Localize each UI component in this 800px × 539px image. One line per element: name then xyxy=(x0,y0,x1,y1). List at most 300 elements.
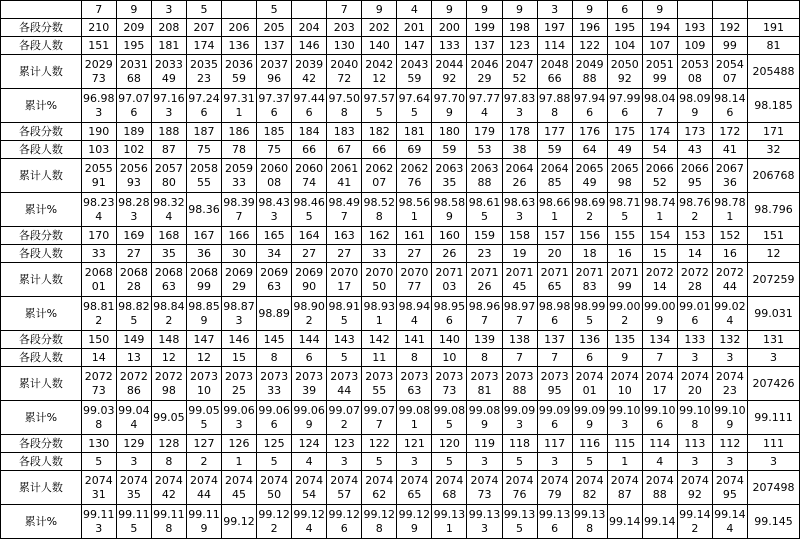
table-cell: 7 xyxy=(642,349,677,367)
table-cell: 3 xyxy=(747,349,799,367)
table-cell: 16 xyxy=(607,245,642,263)
table-cell: 156 xyxy=(572,227,607,245)
table-cell: 195 xyxy=(116,37,151,55)
table-cell: 98.902 xyxy=(292,297,327,331)
table-row xyxy=(1,123,800,141)
table-cell: 2 xyxy=(186,453,221,471)
table-cell: 99.133 xyxy=(467,505,502,539)
table-cell: 119 xyxy=(467,435,502,453)
table-cell: 203659 xyxy=(222,55,257,89)
table-cell: 166 xyxy=(222,227,257,245)
row-label: 各段人数 xyxy=(1,37,82,55)
table-cell: 207286 xyxy=(116,367,151,401)
table-cell: 64 xyxy=(572,141,607,159)
table-cell: 157 xyxy=(537,227,572,245)
table-row xyxy=(1,89,800,123)
table-cell: 33 xyxy=(81,245,116,263)
table-cell: 196 xyxy=(572,19,607,37)
table-cell: 99.055 xyxy=(186,401,221,435)
table-cell: 27 xyxy=(292,245,327,263)
table-cell: 99.14 xyxy=(607,505,642,539)
table-cell: 122 xyxy=(572,37,607,55)
table-cell: 98.986 xyxy=(537,297,572,331)
table-cell: 186 xyxy=(222,123,257,141)
table-cell: 207145 xyxy=(502,263,537,297)
row-label: 累计% xyxy=(1,505,82,539)
table-cell: 98.781 xyxy=(712,193,747,227)
table-cell: 59 xyxy=(432,141,467,159)
table-cell: 207339 xyxy=(292,367,327,401)
table-cell: 99 xyxy=(712,37,747,55)
table-cell: 97.575 xyxy=(362,89,397,123)
table-cell: 199 xyxy=(467,19,502,37)
table-cell: 98.692 xyxy=(572,193,607,227)
table-cell: 99.119 xyxy=(186,505,221,539)
table-cell: 205 xyxy=(257,19,292,37)
table-cell: 147 xyxy=(397,37,432,55)
table-cell: 99.016 xyxy=(677,297,712,331)
table-cell: 118 xyxy=(502,435,537,453)
table-cell: 15 xyxy=(642,245,677,263)
table-cell: 151 xyxy=(747,227,799,245)
table-cell: 158 xyxy=(502,227,537,245)
table-cell: 43 xyxy=(677,141,712,159)
table-row xyxy=(1,37,800,55)
table-cell: 130 xyxy=(327,37,362,55)
table-row xyxy=(1,401,800,435)
table-cell: 205199 xyxy=(642,55,677,89)
table-cell: 207298 xyxy=(151,367,186,401)
table-cell: 138 xyxy=(502,331,537,349)
table-cell: 135 xyxy=(607,331,642,349)
table-cell: 206426 xyxy=(502,159,537,193)
table-cell: 206801 xyxy=(81,263,116,297)
row-label: 累计人数 xyxy=(1,159,82,193)
table-cell: 170 xyxy=(81,227,116,245)
table-cell: 183 xyxy=(327,123,362,141)
table-cell: 98.397 xyxy=(222,193,257,227)
table-cell: 97.833 xyxy=(502,89,537,123)
table-cell: 207165 xyxy=(537,263,572,297)
table-cell: 99.113 xyxy=(81,505,116,539)
table-cell: 9 xyxy=(467,1,502,19)
table-cell: 117 xyxy=(537,435,572,453)
table-cell: 207273 xyxy=(81,367,116,401)
table-cell: 207228 xyxy=(677,263,712,297)
table-cell: 99.077 xyxy=(362,401,397,435)
table-cell: 27 xyxy=(116,245,151,263)
table-cell: 3 xyxy=(712,453,747,471)
table-cell: 204752 xyxy=(502,55,537,89)
table-cell: 30 xyxy=(222,245,257,263)
table-cell: 3 xyxy=(116,453,151,471)
table-cell: 182 xyxy=(362,123,397,141)
table-cell: 98.615 xyxy=(467,193,502,227)
table-cell: 207214 xyxy=(642,263,677,297)
table-cell: 137 xyxy=(467,37,502,55)
table-cell: 172 xyxy=(712,123,747,141)
table-cell: 9 xyxy=(642,1,677,19)
table-cell: 149 xyxy=(116,331,151,349)
table-cell: 13 xyxy=(116,349,151,367)
table-cell: 173 xyxy=(677,123,712,141)
table-cell: 67 xyxy=(327,141,362,159)
table-cell: 9 xyxy=(116,1,151,19)
table-cell: 5 xyxy=(327,349,362,367)
table-cell: 120 xyxy=(432,435,467,453)
table-cell: 194 xyxy=(642,19,677,37)
table-cell: 163 xyxy=(327,227,362,245)
table-cell: 98.099 xyxy=(677,89,712,123)
table-cell: 167 xyxy=(186,227,221,245)
table-cell: 206549 xyxy=(572,159,607,193)
table-cell: 129 xyxy=(116,435,151,453)
table-cell: 27 xyxy=(327,245,362,263)
table-row xyxy=(1,331,800,349)
table-cell: 10 xyxy=(432,349,467,367)
row-label: 各段分数 xyxy=(1,123,82,141)
table-row xyxy=(1,141,800,159)
table-cell: 98.465 xyxy=(292,193,327,227)
table-row xyxy=(1,367,800,401)
table-cell: 206485 xyxy=(537,159,572,193)
table-cell: 97.376 xyxy=(257,89,292,123)
table-cell: 175 xyxy=(607,123,642,141)
table-cell: 198 xyxy=(502,19,537,37)
table-cell: 97.645 xyxy=(397,89,432,123)
table-cell: 207468 xyxy=(432,471,467,505)
table-cell: 99.072 xyxy=(327,401,362,435)
table-cell: 206990 xyxy=(292,263,327,297)
table-cell: 142 xyxy=(362,331,397,349)
row-label: 累计人数 xyxy=(1,367,82,401)
table-cell: 155 xyxy=(607,227,642,245)
table-cell xyxy=(292,1,327,19)
table-cell: 99.144 xyxy=(712,505,747,539)
table-cell: 12 xyxy=(747,245,799,263)
table-cell: 207457 xyxy=(327,471,362,505)
table-cell: 207462 xyxy=(362,471,397,505)
table-cell: 127 xyxy=(186,435,221,453)
table-cell: 184 xyxy=(292,123,327,141)
table-cell: 207423 xyxy=(712,367,747,401)
row-label: 累计人数 xyxy=(1,263,82,297)
table-row xyxy=(1,349,800,367)
table-cell: 126 xyxy=(222,435,257,453)
table-cell: 5 xyxy=(432,453,467,471)
table-cell: 59 xyxy=(537,141,572,159)
row-label: 各段分数 xyxy=(1,331,82,349)
table-cell: 207103 xyxy=(432,263,467,297)
table-row xyxy=(1,505,800,539)
table-cell: 154 xyxy=(642,227,677,245)
table-cell: 206207 xyxy=(362,159,397,193)
table-cell: 207050 xyxy=(362,263,397,297)
table-cell: 193 xyxy=(677,19,712,37)
table-cell: 206899 xyxy=(186,263,221,297)
table-cell: 188 xyxy=(151,123,186,141)
table-cell: 161 xyxy=(397,227,432,245)
row-label: 累计人数 xyxy=(1,471,82,505)
table-cell: 181 xyxy=(397,123,432,141)
table-cell: 97.508 xyxy=(327,89,362,123)
table-cell: 99.108 xyxy=(677,401,712,435)
table-cell: 9 xyxy=(432,1,467,19)
table-cell: 204629 xyxy=(467,55,502,89)
table-cell xyxy=(712,1,747,19)
table-cell: 99.096 xyxy=(537,401,572,435)
table-cell: 205780 xyxy=(151,159,186,193)
table-cell: 14 xyxy=(677,245,712,263)
table-cell: 98.977 xyxy=(502,297,537,331)
table-cell: 99.131 xyxy=(432,505,467,539)
table-cell: 208 xyxy=(151,19,186,37)
table-cell: 134 xyxy=(642,331,677,349)
table-cell: 18 xyxy=(572,245,607,263)
table-cell: 206828 xyxy=(116,263,151,297)
table-cell: 99.136 xyxy=(537,505,572,539)
table-cell: 99.002 xyxy=(607,297,642,331)
table-cell: 125 xyxy=(257,435,292,453)
table-cell: 197 xyxy=(537,19,572,37)
table-cell: 207363 xyxy=(397,367,432,401)
table-cell: 4 xyxy=(397,1,432,19)
table-cell: 99.142 xyxy=(677,505,712,539)
table-cell: 205591 xyxy=(81,159,116,193)
table-cell: 6 xyxy=(292,349,327,367)
table-cell: 7 xyxy=(537,349,572,367)
table-cell: 133 xyxy=(677,331,712,349)
table-cell: 187 xyxy=(186,123,221,141)
table-row xyxy=(1,19,800,37)
table-cell: 207355 xyxy=(362,367,397,401)
table-cell: 99.089 xyxy=(467,401,502,435)
table-cell: 147 xyxy=(186,331,221,349)
table-cell: 4 xyxy=(642,453,677,471)
table-cell: 6 xyxy=(572,349,607,367)
table-cell: 207442 xyxy=(151,471,186,505)
table-cell: 201 xyxy=(397,19,432,37)
table-cell xyxy=(677,1,712,19)
table-cell: 143 xyxy=(327,331,362,349)
table-cell: 98.433 xyxy=(257,193,292,227)
table-cell: 206963 xyxy=(257,263,292,297)
table-cell: 169 xyxy=(116,227,151,245)
table-cell: 5 xyxy=(186,1,221,19)
table-cell: 103 xyxy=(81,141,116,159)
table-cell: 9 xyxy=(502,1,537,19)
table-row xyxy=(1,245,800,263)
table-cell: 136 xyxy=(222,37,257,55)
table-cell: 97.774 xyxy=(467,89,502,123)
table-cell: 181 xyxy=(151,37,186,55)
table-cell: 207426 xyxy=(747,367,799,401)
table-cell: 148 xyxy=(151,331,186,349)
table-cell: 98.185 xyxy=(747,89,799,123)
table-cell: 99.031 xyxy=(747,297,799,331)
table-cell: 160 xyxy=(432,227,467,245)
table-cell: 207417 xyxy=(642,367,677,401)
table-cell: 99.085 xyxy=(432,401,467,435)
table-cell: 26 xyxy=(432,245,467,263)
table-cell: 207465 xyxy=(397,471,432,505)
table-cell: 33 xyxy=(362,245,397,263)
table-cell: 98.497 xyxy=(327,193,362,227)
table-cell: 207431 xyxy=(81,471,116,505)
table-cell: 98.633 xyxy=(502,193,537,227)
table-row xyxy=(1,263,800,297)
table-cell: 191 xyxy=(747,19,799,37)
table-cell: 99.145 xyxy=(747,505,799,539)
table-cell: 207445 xyxy=(222,471,257,505)
table-cell: 204988 xyxy=(572,55,607,89)
table-cell: 114 xyxy=(642,435,677,453)
table-cell: 207488 xyxy=(642,471,677,505)
table-cell: 207492 xyxy=(677,471,712,505)
table-cell: 12 xyxy=(186,349,221,367)
table-cell: 205693 xyxy=(116,159,151,193)
table-cell: 99.126 xyxy=(327,505,362,539)
table-row xyxy=(1,159,800,193)
table-cell: 34 xyxy=(257,245,292,263)
table-cell: 3 xyxy=(537,1,572,19)
table-cell: 206335 xyxy=(432,159,467,193)
table-cell: 123 xyxy=(327,435,362,453)
table-cell: 206736 xyxy=(712,159,747,193)
table-cell: 99.135 xyxy=(502,505,537,539)
table-cell: 207259 xyxy=(747,263,799,297)
table-cell: 98.715 xyxy=(607,193,642,227)
table-cell: 5 xyxy=(362,453,397,471)
table-cell: 207126 xyxy=(467,263,502,297)
table-cell: 98.234 xyxy=(81,193,116,227)
table-cell: 99.12 xyxy=(222,505,257,539)
table-cell: 23 xyxy=(467,245,502,263)
table-cell: 98.589 xyxy=(432,193,467,227)
table-cell: 203 xyxy=(327,19,362,37)
table-cell: 206388 xyxy=(467,159,502,193)
table-cell: 99.024 xyxy=(712,297,747,331)
table-cell: 180 xyxy=(432,123,467,141)
table-cell: 152 xyxy=(712,227,747,245)
table-cell: 3 xyxy=(537,453,572,471)
table-cell: 98.146 xyxy=(712,89,747,123)
table-cell: 140 xyxy=(362,37,397,55)
table-cell: 204359 xyxy=(397,55,432,89)
table-cell: 192 xyxy=(712,19,747,37)
table-cell: 3 xyxy=(151,1,186,19)
table-cell: 205308 xyxy=(677,55,712,89)
table-cell: 99.128 xyxy=(362,505,397,539)
table-cell: 3 xyxy=(677,349,712,367)
table-cell: 124 xyxy=(292,435,327,453)
table-cell: 7 xyxy=(81,1,116,19)
table-cell: 99.138 xyxy=(572,505,607,539)
table-cell: 206008 xyxy=(257,159,292,193)
table-cell: 99.038 xyxy=(81,401,116,435)
table-cell: 98.812 xyxy=(81,297,116,331)
table-cell: 99.106 xyxy=(642,401,677,435)
table-cell: 131 xyxy=(747,331,799,349)
table-cell: 97.246 xyxy=(186,89,221,123)
row-label: 各段人数 xyxy=(1,453,82,471)
table-cell: 7 xyxy=(502,349,537,367)
table-cell: 179 xyxy=(467,123,502,141)
table-cell: 97.311 xyxy=(222,89,257,123)
table-cell: 174 xyxy=(186,37,221,55)
table-cell: 137 xyxy=(537,331,572,349)
table-cell: 162 xyxy=(362,227,397,245)
table-cell: 205407 xyxy=(712,55,747,89)
table-cell: 205855 xyxy=(186,159,221,193)
table-cell: 27 xyxy=(397,245,432,263)
table-cell: 207395 xyxy=(537,367,572,401)
table-cell: 98.842 xyxy=(151,297,186,331)
table-cell: 75 xyxy=(186,141,221,159)
table-cell: 98.528 xyxy=(362,193,397,227)
table-cell: 206863 xyxy=(151,263,186,297)
table-cell: 207482 xyxy=(572,471,607,505)
table-cell: 207183 xyxy=(572,263,607,297)
table-cell: 5 xyxy=(572,453,607,471)
table-cell: 190 xyxy=(81,123,116,141)
table-cell: 207479 xyxy=(537,471,572,505)
table-cell: 176 xyxy=(572,123,607,141)
table-cell: 98.561 xyxy=(397,193,432,227)
table-cell: 204072 xyxy=(327,55,362,89)
table-row xyxy=(1,297,800,331)
table-cell: 98.956 xyxy=(432,297,467,331)
table-cell: 207420 xyxy=(677,367,712,401)
table-row-top xyxy=(1,1,800,19)
table-cell: 207495 xyxy=(712,471,747,505)
row-label: 累计% xyxy=(1,89,82,123)
table-cell: 66 xyxy=(362,141,397,159)
table-cell: 3 xyxy=(712,349,747,367)
table-cell: 207077 xyxy=(397,263,432,297)
table-cell: 206768 xyxy=(747,159,799,193)
table-cell: 207435 xyxy=(116,471,151,505)
table-cell: 203168 xyxy=(116,55,151,89)
table-cell: 3 xyxy=(397,453,432,471)
table-cell: 98.047 xyxy=(642,89,677,123)
table-cell: 16 xyxy=(712,245,747,263)
table-cell: 3 xyxy=(327,453,362,471)
table-cell: 78 xyxy=(222,141,257,159)
table-cell: 8 xyxy=(467,349,502,367)
table-cell: 98.931 xyxy=(362,297,397,331)
table-cell: 49 xyxy=(607,141,642,159)
table-row xyxy=(1,453,800,471)
table-cell: 32 xyxy=(747,141,799,159)
table-cell: 98.825 xyxy=(116,297,151,331)
table-cell: 207450 xyxy=(257,471,292,505)
table-cell: 99.066 xyxy=(257,401,292,435)
table-cell: 207444 xyxy=(186,471,221,505)
table-cell: 210 xyxy=(81,19,116,37)
table-cell: 121 xyxy=(397,435,432,453)
table-cell: 99.009 xyxy=(642,297,677,331)
table-cell: 207487 xyxy=(607,471,642,505)
table-cell: 97.163 xyxy=(151,89,186,123)
table-cell: 207344 xyxy=(327,367,362,401)
table-cell: 99.069 xyxy=(292,401,327,435)
table-cell: 99.063 xyxy=(222,401,257,435)
table-cell: 111 xyxy=(747,435,799,453)
table-cell: 207244 xyxy=(712,263,747,297)
table-cell: 115 xyxy=(607,435,642,453)
table-cell: 204212 xyxy=(362,55,397,89)
